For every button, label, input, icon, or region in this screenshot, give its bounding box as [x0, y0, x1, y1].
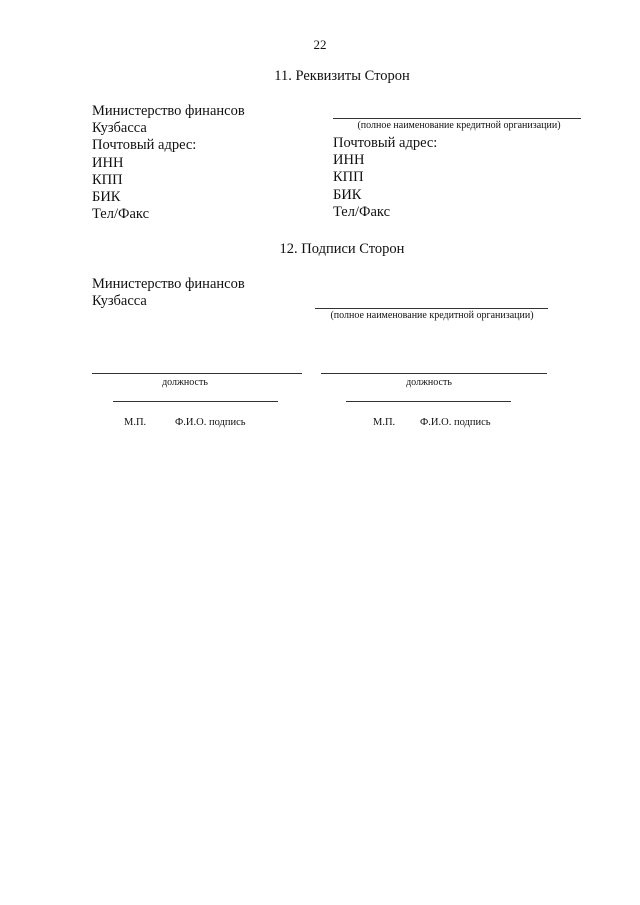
right-org-name-caption: (полное наименование кредитной организации) [357, 120, 561, 131]
right-postal-label: Почтовый адрес: [333, 135, 438, 151]
left-kpp-label: КПП [92, 171, 123, 188]
sig-right-name-signature-label: Ф.И.О. подпись [420, 417, 491, 428]
sig-left-name-signature-label: Ф.И.О. подпись [175, 417, 246, 428]
sig-left-signature-line [113, 401, 278, 402]
sig-right-position-line [321, 373, 547, 374]
right-org-name-line [333, 118, 581, 119]
sig-right-org-name-caption: (полное наименование кредитной организации) [330, 310, 534, 321]
signatures-left-org [92, 276, 245, 310]
right-bik-label: БИК [333, 186, 362, 203]
left-org-line2: Кузбасса [92, 120, 147, 137]
left-bik-label: БИК [92, 189, 121, 206]
sig-right-signature-line [346, 401, 511, 402]
requisites-left-column [92, 103, 245, 223]
page-number: 22 [313, 37, 327, 52]
sig-left-org-line2: Кузбасса [92, 293, 147, 310]
right-phone-fax-label: Тел/Факс [333, 203, 391, 220]
left-postal-label: Почтовый адрес: [92, 137, 197, 154]
sig-left-stamp-label: М.П. [124, 417, 147, 428]
requisites-right-column [333, 135, 437, 221]
left-org-line1: Министерство финансов [92, 103, 245, 119]
sig-left-position-caption: должность [162, 377, 208, 388]
section-11-title: 11. Реквизиты Сторон [274, 68, 410, 84]
sig-right-position-caption: должность [406, 377, 452, 388]
section-12-title: 12. Подписи Сторон [279, 241, 405, 257]
right-inn-label: ИНН [333, 152, 365, 169]
sig-left-org-line1: Министерство финансов [92, 276, 245, 292]
sig-left-position-line [92, 373, 302, 374]
right-kpp-label: КПП [333, 169, 364, 186]
sig-right-org-name-line [315, 308, 548, 309]
sig-right-stamp-label: М.П. [373, 417, 396, 428]
left-phone-fax-label: Тел/Факс [92, 206, 150, 223]
left-inn-label: ИНН [92, 154, 124, 171]
